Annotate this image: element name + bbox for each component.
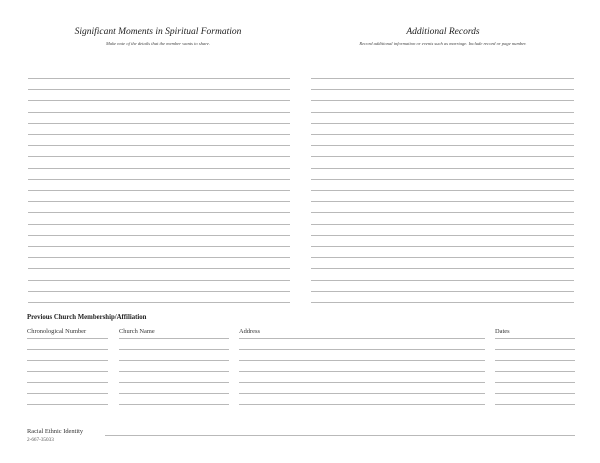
table-cell-line [495, 382, 575, 383]
table-cell-line [239, 382, 485, 383]
writing-line [28, 280, 290, 281]
writing-line [28, 123, 290, 124]
column-address: Address [239, 328, 260, 335]
table-cell-line [495, 404, 575, 405]
table-cell-line [495, 393, 575, 394]
writing-line [311, 212, 574, 213]
writing-line [28, 78, 290, 79]
membership-heading: Previous Church Membership/Affiliation [27, 314, 147, 321]
writing-line [28, 257, 290, 258]
column-chronological-number: Chronological Number [27, 328, 87, 335]
table-cell-line [119, 338, 229, 339]
writing-line [28, 291, 290, 292]
writing-line [311, 190, 574, 191]
writing-line [311, 302, 574, 303]
writing-line [311, 123, 574, 124]
writing-line [28, 112, 290, 113]
spiritual-formation-title: Significant Moments in Spiritual Formation [74, 27, 242, 37]
writing-line [311, 291, 574, 292]
table-cell-line [495, 360, 575, 361]
writing-line [311, 89, 574, 90]
table-cell-line [239, 371, 485, 372]
additional-records-writing-area[interactable] [311, 78, 574, 302]
writing-line [28, 89, 290, 90]
table-cell-line [27, 393, 108, 394]
writing-line [311, 78, 574, 79]
writing-line [28, 201, 290, 202]
writing-line [28, 179, 290, 180]
writing-line [311, 156, 574, 157]
table-cell-line [239, 338, 485, 339]
writing-line [311, 168, 574, 169]
writing-line [28, 212, 290, 213]
table-cell-line [239, 360, 485, 361]
form-code: 2-667-35033 [27, 437, 54, 443]
writing-line [28, 145, 290, 146]
writing-line [311, 280, 574, 281]
writing-line [311, 224, 574, 225]
writing-line [311, 100, 574, 101]
table-cell-line [119, 371, 229, 372]
table-cell-line [495, 349, 575, 350]
table-cell-line [239, 393, 485, 394]
table-cell-line [27, 382, 108, 383]
writing-line [28, 156, 290, 157]
writing-line [28, 302, 290, 303]
table-cell-line [495, 338, 575, 339]
writing-line [311, 201, 574, 202]
additional-records-instructions: Record additional information or events such as marriage. Include record or page number. [359, 41, 527, 46]
writing-line [311, 246, 574, 247]
table-cell-line [27, 349, 108, 350]
spiritual-formation-writing-area[interactable] [28, 78, 290, 302]
table-cell-line [119, 404, 229, 405]
writing-line [311, 134, 574, 135]
racial-ethnic-identity-field[interactable] [105, 435, 575, 436]
racial-ethnic-identity-label: Racial Ethnic Identity [27, 428, 84, 435]
table-cell-line [119, 349, 229, 350]
table-cell-line [27, 360, 108, 361]
additional-records-title: Additional Records [406, 27, 480, 37]
column-church-name: Church Name [119, 328, 155, 335]
writing-line [28, 168, 290, 169]
writing-line [28, 134, 290, 135]
writing-line [28, 235, 290, 236]
writing-line [28, 100, 290, 101]
writing-line [28, 268, 290, 269]
writing-line [28, 246, 290, 247]
table-cell-line [495, 371, 575, 372]
table-cell-line [27, 404, 108, 405]
table-cell-line [119, 360, 229, 361]
table-cell-line [239, 404, 485, 405]
writing-line [28, 190, 290, 191]
table-cell-line [27, 371, 108, 372]
column-dates: Dates [495, 328, 510, 335]
writing-line [311, 145, 574, 146]
writing-line [311, 268, 574, 269]
table-cell-line [27, 338, 108, 339]
table-cell-line [239, 349, 485, 350]
writing-line [28, 224, 290, 225]
table-cell-line [119, 393, 229, 394]
table-cell-line [119, 382, 229, 383]
writing-line [311, 112, 574, 113]
spiritual-formation-instructions: Make note of the details that the member wants to share. [105, 41, 211, 46]
writing-line [311, 179, 574, 180]
writing-line [311, 235, 574, 236]
writing-line [311, 257, 574, 258]
